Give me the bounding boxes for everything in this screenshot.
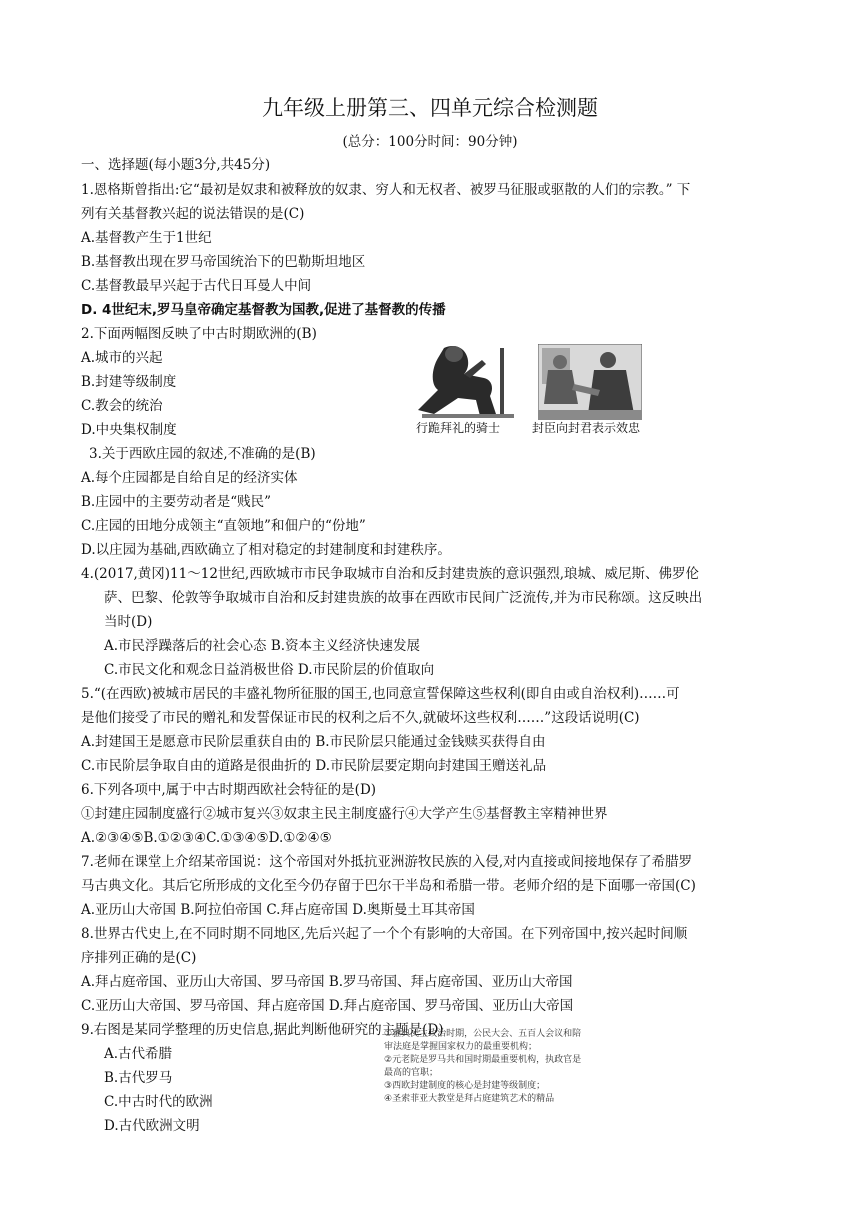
q2-caption-right: 封臣向封君表示效忠 — [532, 421, 641, 435]
q9-note-line: ④圣索菲亚大教堂是拜占庭建筑艺术的精品 — [384, 1094, 555, 1104]
q4-options-ab: A.市民浮躁落后的社会心态 B.资本主义经济快速发展 — [104, 638, 421, 654]
q1-option-c: C.基督教最早兴起于古代日耳曼人中间 — [81, 278, 312, 294]
q9-stem: 9.右图是某同学整理的历史信息,据此判断他研究的主题是(D) — [81, 1022, 444, 1038]
q9-note-line: ①雅典民主政治时期，公民大会、五百人会议和陪 — [384, 1029, 582, 1039]
q9-note-line: ②元老院是罗马共和国时期最重要机构，执政官是 — [384, 1055, 582, 1065]
q2-caption-left: 行跪拜礼的骑士 — [416, 421, 501, 435]
document-subtitle: (总分：100分时间：90分钟) — [342, 134, 518, 150]
q9-option-a: A.古代希腊 — [104, 1046, 173, 1062]
q5-stem-line1: 5.“(在西欧)被城市居民的丰盛礼物所征服的国王,也同意宣誓保障这些权利(即自由或自治权利)……可 — [81, 686, 680, 702]
q7-stem-line2: 马古典文化。其后它所形成的文化至今仍存留于巴尔干半岛和希腊一带。老师介绍的是下面哪一帝国(C) — [81, 878, 696, 894]
q5-stem-line2: 是他们接受了市民的赠礼和发誓保证市民的权利之后不久,就破坏这些权利……”这段话说明(C) — [81, 710, 640, 726]
kneeling-knight-image — [414, 344, 526, 418]
q3-option-a: A.每个庄园都是自给自足的经济实体 — [81, 470, 298, 486]
q2-option-b: B.封建等级制度 — [81, 374, 177, 390]
q3-option-b: B.庄园中的主要劳动者是“贱民” — [81, 494, 272, 510]
q9-note-line: ③西欧封建制度的核心是封建等级制度； — [384, 1081, 546, 1091]
q4-stem-line2: 萨、巴黎、伦敦等争取城市自治和反封建贵族的故事在西欧市民间广泛流传,并为市民称颂。这反映出 — [104, 590, 703, 606]
q9-option-d: D.古代欧洲文明 — [104, 1118, 200, 1134]
q1-option-a: A.基督教产生于1世纪 — [81, 230, 212, 246]
q8-options-cd: C.亚历山大帝国、罗马帝国、拜占庭帝国 D.拜占庭帝国、罗马帝国、亚历山大帝国 — [81, 998, 574, 1014]
q9-option-c: C.中古时代的欧洲 — [104, 1094, 213, 1110]
q9-history-notes — [384, 1028, 674, 1106]
q4-stem-line3: 当时(D) — [104, 614, 153, 630]
q1-stem-line2: 列有关基督教兴起的说法错误的是(C) — [81, 206, 305, 222]
q2-stem: 2.下面两幅图反映了中古时期欧洲的(B) — [81, 326, 317, 342]
vassal-fealty-image — [538, 344, 642, 420]
q3-stem: 3.关于西欧庄园的叙述,不准确的是(B) — [89, 446, 316, 462]
q6-options: A.②③④⑤B.①②③④C.①③④⑤D.①②④⑤ — [81, 830, 332, 846]
q9-option-b: B.古代罗马 — [104, 1070, 173, 1086]
q7-stem-line1: 7.老师在课堂上介绍某帝国说：这个帝国对外抵抗亚洲游牧民族的入侵,对内直接或间接地保存了希腊罗 — [81, 854, 693, 870]
q5-options-ab: A.封建国王是愿意市民阶层重获自由的 B.市民阶层只能通过金钱赎买获得自由 — [81, 734, 546, 750]
q9-note-line: 最高的官职； — [384, 1068, 439, 1078]
q4-stem-line1: 4.(2017,黄冈)11～12世纪,西欧城市市民争取城市自治和反封建贵族的意识强烈,琅城、威尼斯、佛罗伦 — [81, 566, 699, 582]
q3-option-c: C.庄园的田地分成领主“直领地”和佃户的“份地” — [81, 518, 366, 534]
q8-stem-line2: 序排列正确的是(C) — [81, 950, 197, 966]
q8-stem-line1: 8.世界古代史上,在不同时期不同地区,先后兴起了一个个有影响的大帝国。在下列帝国中,按兴起时间顺 — [81, 926, 688, 942]
q6-items: ①封建庄园制度盛行②城市复兴③奴隶主民主制度盛行④大学产生⑤基督教主宰精神世界 — [81, 806, 608, 822]
q1-option-d: D. 4世纪末,罗马皇帝确定基督教为国教,促进了基督教的传播 — [81, 302, 446, 318]
q5-options-cd: C.市民阶层争取自由的道路是很曲折的 D.市民阶层要定期向封建国王赠送礼品 — [81, 758, 547, 774]
q7-options: A.亚历山大帝国 B.阿拉伯帝国 C.拜占庭帝国 D.奥斯曼土耳其帝国 — [81, 902, 475, 918]
q3-option-d: D.以庄园为基础,西欧确立了相对稳定的封建制度和封建秩序。 — [81, 542, 451, 558]
section-heading: 一、选择题(每小题3分,共45分) — [81, 157, 271, 173]
q8-options-ab: A.拜占庭帝国、亚历山大帝国、罗马帝国 B.罗马帝国、拜占庭帝国、亚历山大帝国 — [81, 974, 573, 990]
q1-stem-line1: 1.恩格斯曾指出:它“最初是奴隶和被释放的奴隶、穷人和无权者、被罗马征服或驱散的人们的宗教。” 下 — [81, 182, 691, 198]
q4-options-cd: C.市民文化和观念日益消极世俗 D.市民阶层的价值取向 — [104, 662, 435, 678]
q2-option-a: A.城市的兴起 — [81, 350, 163, 366]
q9-note-line: 审法庭是掌握国家权力的最重要机构； — [384, 1042, 538, 1052]
q6-stem: 6.下列各项中,属于中古时期西欧社会特征的是(D) — [81, 782, 377, 798]
q1-option-b: B.基督教出现在罗马帝国统治下的巴勒斯坦地区 — [81, 254, 366, 270]
q2-option-d: D.中央集权制度 — [81, 422, 177, 438]
q2-option-c: C.教会的统治 — [81, 398, 163, 414]
document-title: 九年级上册第三、四单元综合检测题 — [262, 96, 598, 120]
